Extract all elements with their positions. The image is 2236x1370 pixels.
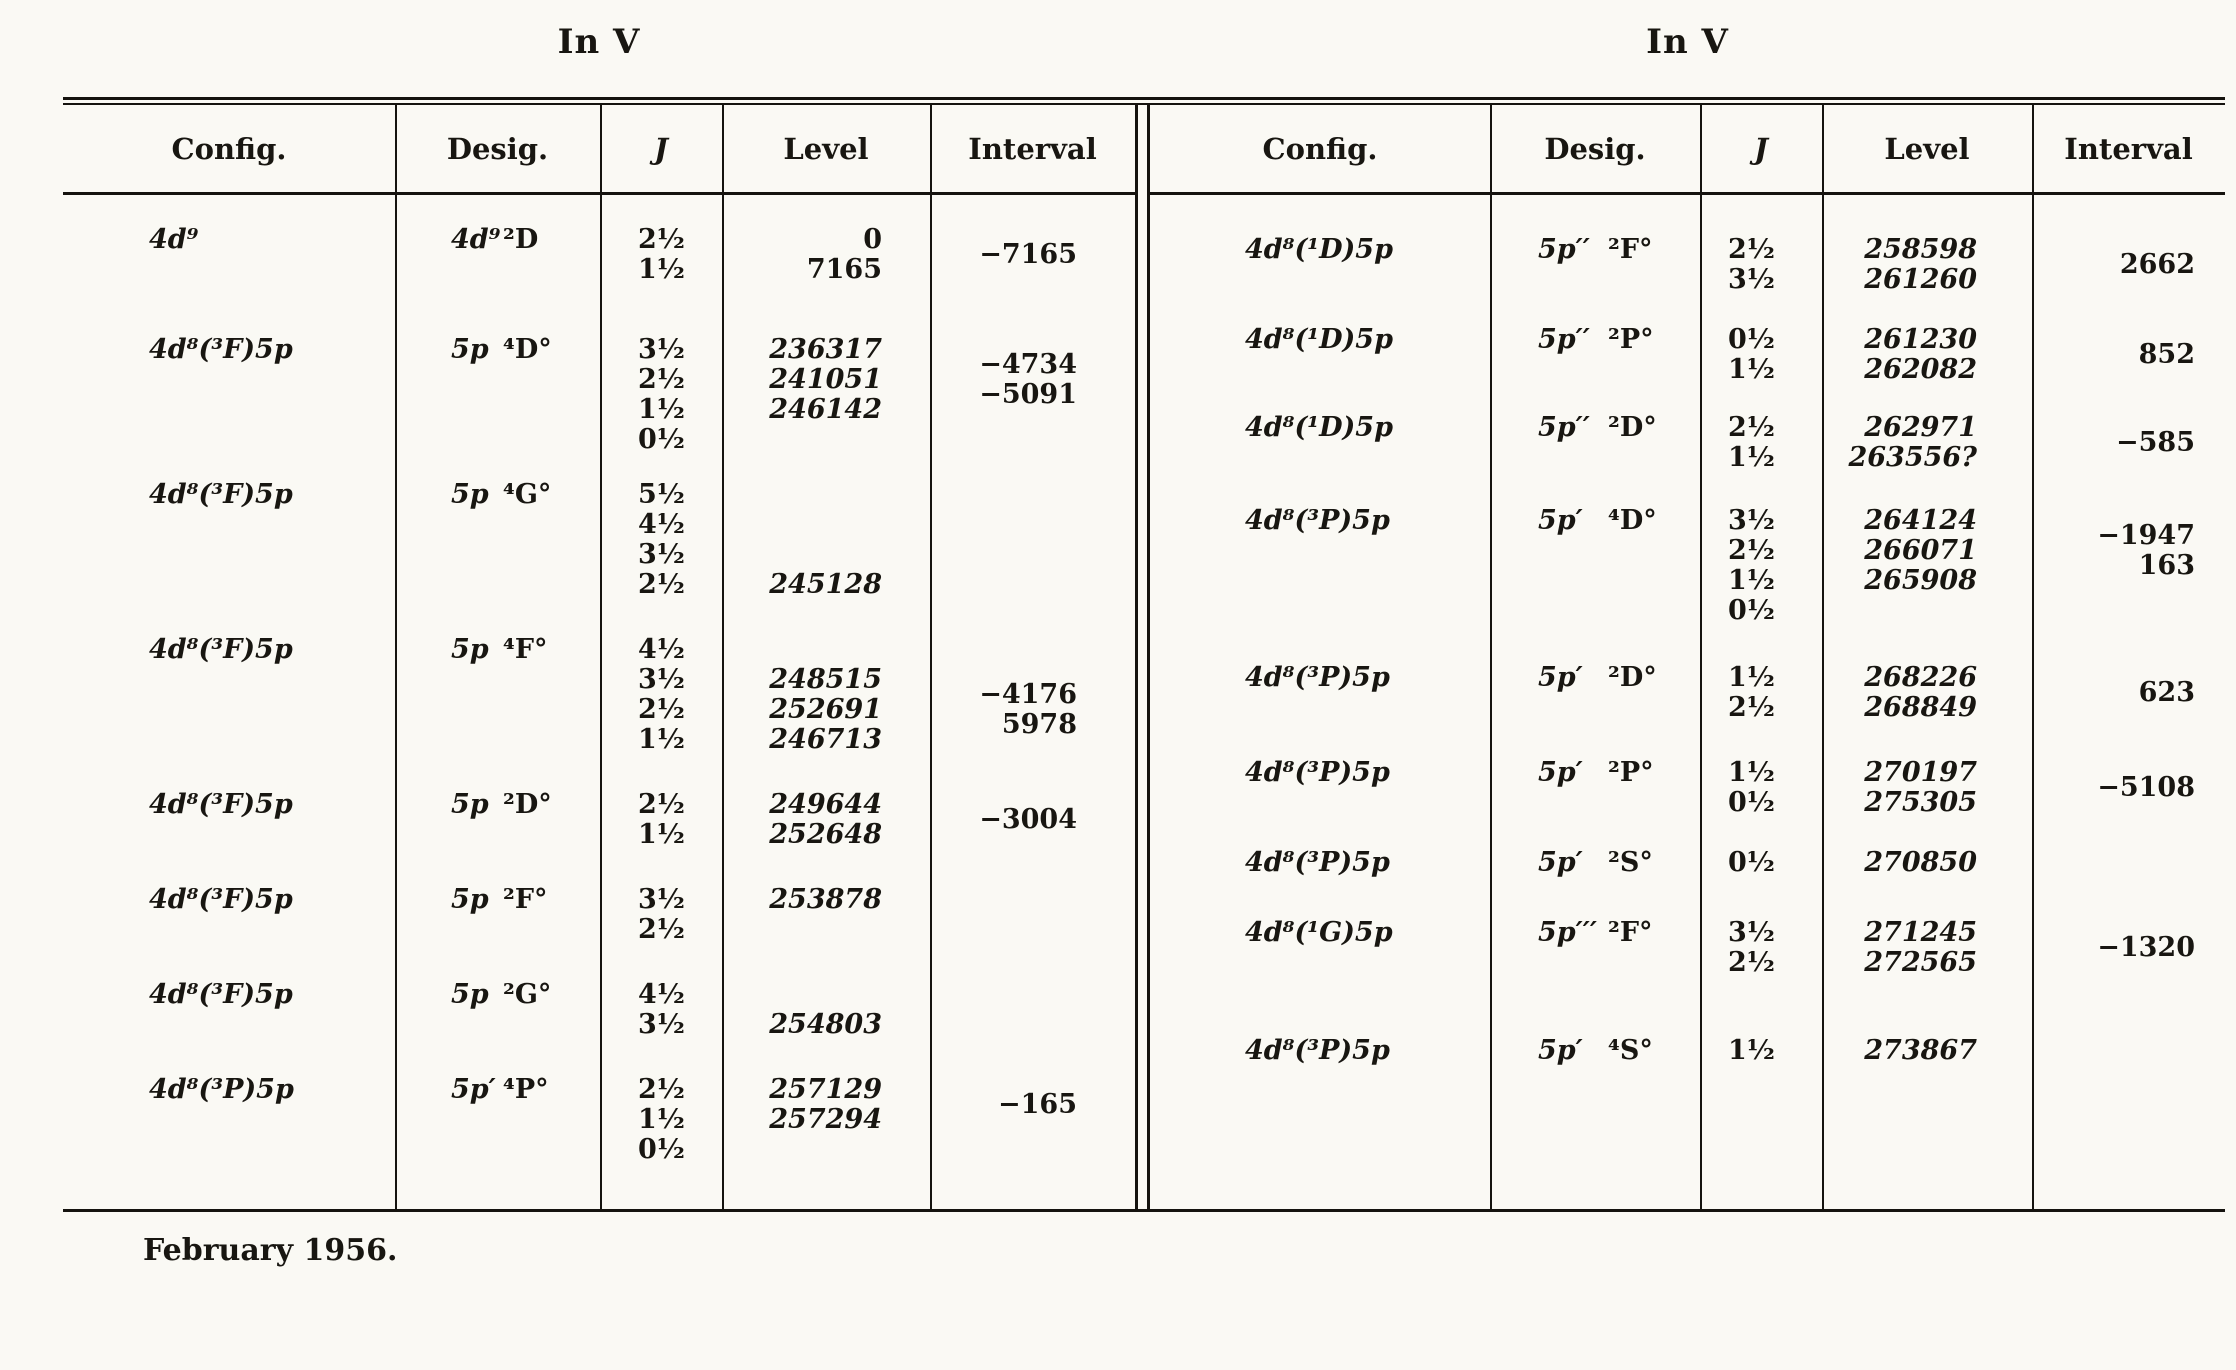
right-table-title: In V	[1646, 22, 1729, 62]
interval-value: −7165	[979, 239, 1077, 270]
config-cell: 4d⁸(³P)5p	[1245, 662, 1390, 693]
interval-value: 163	[2138, 550, 2195, 581]
config-cell: 4d⁸(³F)5p	[149, 334, 293, 365]
level-values-cell	[722, 480, 930, 600]
designation-term: ⁴D°	[1608, 505, 1657, 536]
level-values-cell	[1822, 1036, 2032, 1066]
column-header-level: Level	[1884, 131, 1970, 166]
config-cell: 4d⁸(³P)5p	[1245, 847, 1390, 878]
j-value: 2½	[638, 224, 685, 255]
interval-values-cell	[2032, 506, 2225, 626]
interval-value: −1320	[2097, 932, 2195, 963]
config-cell: 4d⁸(³P)5p	[149, 1074, 294, 1105]
level-values-cell	[722, 635, 930, 755]
table-row-group	[63, 980, 1135, 1040]
level-value	[722, 425, 882, 455]
level-value: 248515	[769, 664, 882, 695]
level-value: 253878	[769, 884, 882, 915]
table-row-group	[63, 885, 1135, 945]
interval-value: 2662	[2119, 249, 2195, 280]
column-header-desig: Desig.	[446, 131, 549, 166]
table-row-group	[1150, 413, 2225, 473]
level-value: 271245	[1864, 917, 1977, 948]
j-value: 5½	[638, 479, 685, 510]
designation-cell	[1490, 325, 1700, 385]
designation-term: ²F°	[1608, 917, 1653, 948]
level-value: 0	[863, 224, 882, 255]
designation-cell	[1490, 848, 1700, 878]
level-values-cell	[1822, 918, 2032, 978]
j-value: 2½	[638, 694, 685, 725]
config-cell: 4d⁸(¹D)5p	[1245, 412, 1393, 443]
config-cell: 4d⁸(³F)5p	[149, 789, 293, 820]
right-table	[1150, 105, 2225, 1209]
level-value: 265908	[1864, 565, 1977, 596]
interval-value: −4176	[979, 679, 1077, 710]
interval-value: 623	[2138, 677, 2195, 708]
level-values-cell	[1822, 235, 2032, 295]
level-value	[722, 635, 882, 665]
j-value: 2½	[1728, 412, 1775, 443]
designation-prefix: 5p′′	[1538, 324, 1590, 355]
level-value: 246142	[769, 394, 882, 425]
j-values-cell	[1700, 758, 1822, 818]
designation-cell	[1490, 1036, 1700, 1066]
designation-cell	[395, 980, 600, 1040]
table-row-group	[63, 635, 1135, 755]
level-value: 257129	[769, 1074, 882, 1105]
designation-term: ⁴F°	[503, 634, 548, 665]
designation-term: ⁴G°	[503, 479, 552, 510]
j-values-cell	[1700, 506, 1822, 626]
interval-value: −165	[998, 1089, 1077, 1120]
level-values-cell	[722, 225, 930, 285]
table-row-group	[63, 1075, 1135, 1165]
interval-values-cell	[930, 335, 1135, 455]
config-cell: 4d⁸(³F)5p	[149, 979, 293, 1010]
interval-values-cell	[930, 1075, 1135, 1165]
j-value: 2½	[1728, 947, 1775, 978]
j-value: 2½	[638, 1074, 685, 1105]
column-header-config: Config.	[1262, 131, 1378, 166]
j-value: 0½	[1728, 595, 1775, 626]
j-value: 2½	[638, 569, 685, 600]
level-value: 262082	[1864, 354, 1977, 385]
config-cell: 4d⁹	[149, 224, 199, 255]
interval-values-cell	[2032, 413, 2225, 473]
right-table-header	[1150, 105, 2225, 195]
table-row-group	[1150, 506, 2225, 626]
j-value: 3½	[638, 1009, 685, 1040]
designation-term: ²D°	[1608, 662, 1657, 693]
level-value: 266071	[1864, 535, 1977, 566]
designation-prefix: 5p′′	[1538, 412, 1590, 443]
j-value: 2½	[638, 789, 685, 820]
interval-values-cell	[2032, 663, 2225, 723]
designation-prefix: 4d⁹	[451, 224, 501, 255]
designation-prefix: 5p′	[1538, 505, 1583, 536]
level-value	[722, 480, 882, 510]
j-values-cell	[600, 480, 722, 600]
designation-term: ⁴D°	[503, 334, 552, 365]
designation-cell	[395, 885, 600, 945]
j-value: 3½	[638, 539, 685, 570]
level-value: 261230	[1864, 324, 1977, 355]
designation-term: ⁴S°	[1608, 1035, 1653, 1066]
designation-term: ²F°	[1608, 234, 1653, 265]
designation-term: ²P°	[1608, 324, 1654, 355]
designation-prefix: 5p′′	[1538, 234, 1590, 265]
level-value: 254803	[769, 1009, 882, 1040]
j-value: 0½	[1728, 787, 1775, 818]
level-value: 272565	[1864, 947, 1977, 978]
table-separator-rule	[1135, 105, 1150, 1209]
level-value: 264124	[1864, 505, 1977, 536]
level-value: 252691	[769, 694, 882, 725]
designation-term: ²F°	[503, 884, 548, 915]
j-value: 1½	[638, 394, 685, 425]
top-double-rule	[63, 97, 2225, 105]
j-value: 4½	[638, 979, 685, 1010]
designation-cell	[1490, 918, 1700, 978]
config-cell: 4d⁸(³F)5p	[149, 884, 293, 915]
level-values-cell	[722, 980, 930, 1040]
j-value: 2½	[638, 364, 685, 395]
j-values-cell	[600, 790, 722, 850]
config-cell: 4d⁸(¹D)5p	[1245, 234, 1393, 265]
j-values-cell	[600, 335, 722, 455]
table-row-group	[1150, 918, 2225, 978]
level-value: 270197	[1864, 757, 1977, 788]
designation-cell	[1490, 758, 1700, 818]
j-value: 0½	[638, 1134, 685, 1165]
level-value: 262971	[1864, 412, 1977, 443]
config-cell: 4d⁸(³P)5p	[1245, 757, 1390, 788]
level-values-cell	[722, 1075, 930, 1165]
j-values-cell	[1700, 325, 1822, 385]
j-values-cell	[1700, 235, 1822, 295]
j-value: 3½	[1728, 505, 1775, 536]
j-value: 1½	[1728, 757, 1775, 788]
column-header-config: Config.	[171, 131, 287, 166]
designation-term: ²S°	[1608, 847, 1653, 878]
interval-values-cell	[2032, 1036, 2225, 1066]
left-table	[63, 105, 1135, 1209]
j-values-cell	[1700, 663, 1822, 723]
designation-term: ²D°	[503, 789, 552, 820]
level-value	[722, 1135, 882, 1165]
interval-value: −4734	[979, 349, 1077, 380]
level-value: 268849	[1864, 692, 1977, 723]
j-value: 4½	[638, 634, 685, 665]
j-value: 2½	[638, 914, 685, 945]
j-value: 0½	[1728, 324, 1775, 355]
level-value: 246713	[769, 724, 882, 755]
level-value: 245128	[769, 569, 882, 600]
interval-values-cell	[930, 225, 1135, 285]
column-header-desig: Desig.	[1544, 131, 1646, 166]
interval-values-cell	[2032, 758, 2225, 818]
config-cell: 4d⁸(¹G)5p	[1245, 917, 1393, 948]
j-values-cell	[600, 225, 722, 285]
tables-container	[63, 105, 2225, 1212]
column-header-interval: Interval	[2064, 131, 2193, 166]
interval-value: −3004	[979, 804, 1077, 835]
table-row-group	[1150, 325, 2225, 385]
designation-cell	[395, 225, 600, 285]
level-value: 263556?	[1848, 442, 1977, 473]
j-value: 4½	[638, 509, 685, 540]
level-value	[722, 510, 882, 540]
level-values-cell	[722, 335, 930, 455]
footer-date: February 1956.	[143, 1233, 398, 1268]
designation-prefix: 5p′	[451, 1074, 496, 1105]
j-value: 2½	[1728, 692, 1775, 723]
level-values-cell	[1822, 413, 2032, 473]
j-values-cell	[1700, 848, 1822, 878]
designation-cell	[395, 635, 600, 755]
config-cell: 4d⁸(³P)5p	[1245, 505, 1390, 536]
level-value: 7165	[806, 254, 882, 285]
designation-prefix: 5p	[451, 789, 489, 820]
designation-term: ²D	[503, 224, 539, 255]
designation-prefix: 5p	[451, 634, 489, 665]
designation-prefix: 5p	[451, 979, 489, 1010]
right-table-body	[1150, 235, 2225, 1066]
designation-term: ⁴P°	[503, 1074, 549, 1105]
j-values-cell	[600, 980, 722, 1040]
table-row-group	[1150, 758, 2225, 818]
j-value: 0½	[1728, 847, 1775, 878]
designation-cell	[395, 1075, 600, 1165]
interval-value: 5978	[1001, 709, 1077, 740]
j-values-cell	[600, 635, 722, 755]
j-value: 1½	[638, 1104, 685, 1135]
designation-cell	[395, 480, 600, 600]
designation-cell	[395, 335, 600, 455]
j-value: 1½	[1728, 442, 1775, 473]
column-header-level: Level	[783, 131, 869, 166]
level-value: 275305	[1864, 787, 1977, 818]
j-values-cell	[1700, 1036, 1822, 1066]
j-values-cell	[600, 1075, 722, 1165]
table-row-group	[1150, 663, 2225, 723]
level-value: 252648	[769, 819, 882, 850]
j-value: 3½	[1728, 917, 1775, 948]
left-table-body	[63, 225, 1135, 1165]
designation-cell	[1490, 235, 1700, 295]
level-value	[722, 980, 882, 1010]
level-values-cell	[1822, 506, 2032, 626]
interval-value: −585	[2116, 427, 2195, 458]
table-row-group	[1150, 1036, 2225, 1066]
level-values-cell	[722, 790, 930, 850]
level-value: 241051	[769, 364, 882, 395]
designation-term: ²P°	[1608, 757, 1654, 788]
config-cell: 4d⁸(³P)5p	[1245, 1035, 1390, 1066]
level-value: 236317	[769, 334, 882, 365]
j-value: 3½	[1728, 264, 1775, 295]
interval-values-cell	[2032, 325, 2225, 385]
level-values-cell	[1822, 848, 2032, 878]
level-values-cell	[722, 885, 930, 945]
interval-values-cell	[930, 980, 1135, 1040]
designation-prefix: 5p′	[1538, 1035, 1583, 1066]
level-value: 270850	[1864, 847, 1977, 878]
interval-value: 852	[2138, 339, 2195, 370]
interval-values-cell	[2032, 848, 2225, 878]
designation-cell	[395, 790, 600, 850]
j-value: 0½	[638, 424, 685, 455]
level-value: 257294	[769, 1104, 882, 1135]
interval-values-cell	[930, 885, 1135, 945]
level-value: 249644	[769, 789, 882, 820]
j-value: 1½	[1728, 1035, 1775, 1066]
j-values-cell	[600, 885, 722, 945]
interval-value: −5091	[979, 379, 1077, 410]
interval-values-cell	[2032, 918, 2225, 978]
table-row-group	[1150, 235, 2225, 295]
left-table-header	[63, 105, 1135, 195]
column-header-j: J	[654, 131, 668, 166]
j-value: 1½	[638, 254, 685, 285]
table-row-group	[63, 480, 1135, 600]
designation-prefix: 5p′	[1538, 757, 1583, 788]
interval-value: −1947	[2097, 520, 2195, 551]
column-header-interval: Interval	[968, 131, 1097, 166]
interval-values-cell	[930, 790, 1135, 850]
config-cell: 4d⁸(³F)5p	[149, 479, 293, 510]
level-values-cell	[1822, 325, 2032, 385]
designation-term: ²D°	[1608, 412, 1657, 443]
config-cell: 4d⁸(³F)5p	[149, 634, 293, 665]
designation-prefix: 5p	[451, 884, 489, 915]
level-value	[722, 540, 882, 570]
interval-values-cell	[2032, 235, 2225, 295]
table-row-group	[1150, 848, 2225, 878]
level-values-cell	[1822, 663, 2032, 723]
j-value: 1½	[638, 724, 685, 755]
level-value: 261260	[1864, 264, 1977, 295]
config-cell: 4d⁸(¹D)5p	[1245, 324, 1393, 355]
j-value: 2½	[1728, 234, 1775, 265]
level-value	[1822, 596, 1977, 626]
table-row-group	[63, 225, 1135, 285]
j-value: 3½	[638, 334, 685, 365]
j-value: 1½	[638, 819, 685, 850]
level-value	[722, 915, 882, 945]
interval-values-cell	[930, 635, 1135, 755]
left-table-title: In V	[557, 22, 641, 62]
designation-cell	[1490, 506, 1700, 626]
designation-prefix: 5p′′′	[1538, 917, 1598, 948]
table-row-group	[63, 790, 1135, 850]
level-value: 258598	[1864, 234, 1977, 265]
level-values-cell	[1822, 758, 2032, 818]
column-header-j: J	[1754, 131, 1768, 166]
j-value: 1½	[1728, 565, 1775, 596]
table-row-group	[63, 335, 1135, 455]
j-values-cell	[1700, 918, 1822, 978]
designation-prefix: 5p	[451, 334, 489, 365]
j-values-cell	[1700, 413, 1822, 473]
j-value: 3½	[638, 664, 685, 695]
j-value: 2½	[1728, 535, 1775, 566]
interval-value: −5108	[2097, 772, 2195, 803]
designation-prefix: 5p′	[1538, 662, 1583, 693]
j-value: 3½	[638, 884, 685, 915]
designation-cell	[1490, 663, 1700, 723]
designation-cell	[1490, 413, 1700, 473]
level-value: 273867	[1864, 1035, 1977, 1066]
j-value: 1½	[1728, 354, 1775, 385]
level-value: 268226	[1864, 662, 1977, 693]
interval-values-cell	[930, 480, 1135, 600]
j-value: 1½	[1728, 662, 1775, 693]
designation-prefix: 5p	[451, 479, 489, 510]
designation-prefix: 5p′	[1538, 847, 1583, 878]
designation-term: ²G°	[503, 979, 552, 1010]
